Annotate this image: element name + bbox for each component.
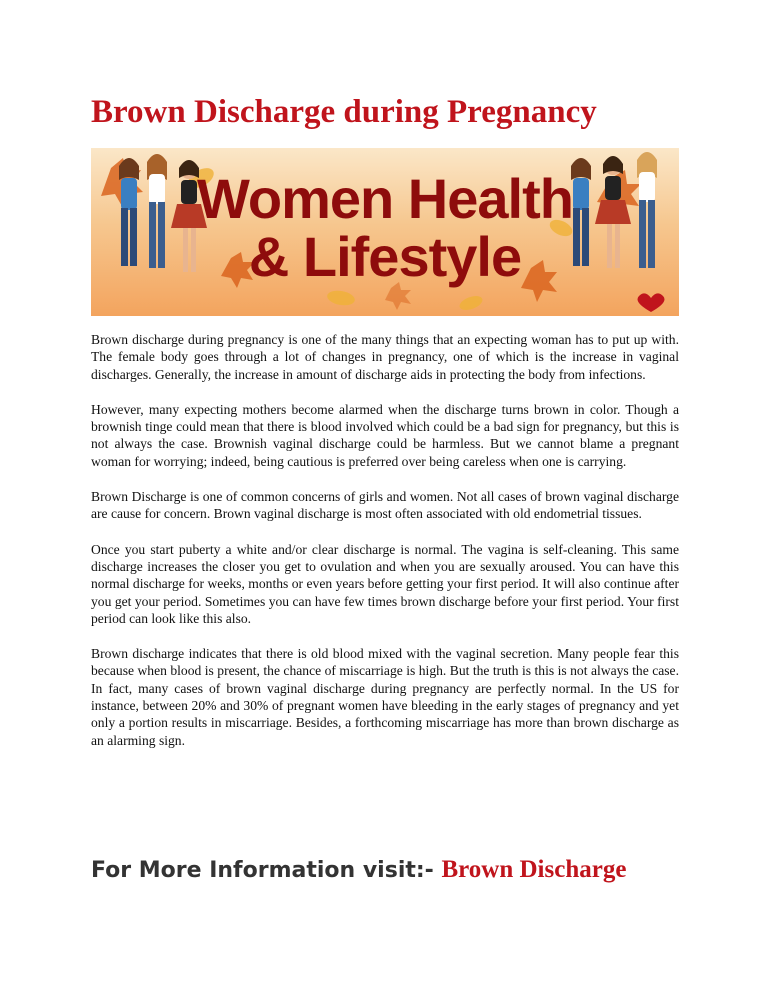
paragraph: Brown Discharge is one of common concerns of girls and women. Not all cases of brown vaginal discharge are cause for concern. Brown vaginal discharge is most often associated with old endometrial tissues. [91,489,679,522]
article-body [91,331,679,767]
paragraph: Once you start puberty a white and/or clear discharge is normal. The vagina is self-cleaning. This same discharge increases the closer you get to ovulation and when you are sexually aroused. You can have this normal discharge for weeks, months or even years before getting your first period. It will also continue after you get your period. Sometimes you can have few times brown discharge before your first period. Your first period can look like this also. [91,541,679,626]
page-title: Brown Discharge during Pregnancy [91,94,597,130]
banner-title-line-2: & Lifestyle [248,225,522,288]
paragraph: Brown discharge during pregnancy is one of the many things that an expecting woman has to put up with. The female body goes through a lot of changes in pregnancy, one of which is the increase in vaginal discharges. Generally, the increase in amount of discharge aids in protecting the body from infections. [91,332,679,382]
heart-icon [638,293,665,312]
banner-image [91,148,679,316]
more-info-label: For More Information visit:- [91,858,442,883]
banner-title-line-1: Women Health [197,167,573,230]
brown-discharge-link[interactable]: Brown Discharge [441,856,627,883]
more-info-line [91,854,626,887]
paragraph: Brown discharge indicates that there is old blood mixed with the vaginal secretion. Many people fear this because when blood is present, the chance of miscarriage is high. But the truth is this is not always the case. In fact, many cases of brown vaginal discharge during pregnancy are perfectly normal. In the US for instance, between 20% and 30% of pregnant women have bleeding in the early stages of pregnancy and yet only a portion results in miscarriage. Besides, a forthcoming miscarriage has more than brown discharge as an alarming sign. [91,646,679,748]
paragraph: However, many expecting mothers become alarmed when the discharge turns brown in color. Though a brownish tinge could mean that there is blood involved which could be a bad sign for pregnancy, but this is not always the case. Brownish vaginal discharge could be harmless. But we cannot blame a pregnant woman for worrying; indeed, being cautious is preferred over being careless when one is carrying. [91,401,679,469]
